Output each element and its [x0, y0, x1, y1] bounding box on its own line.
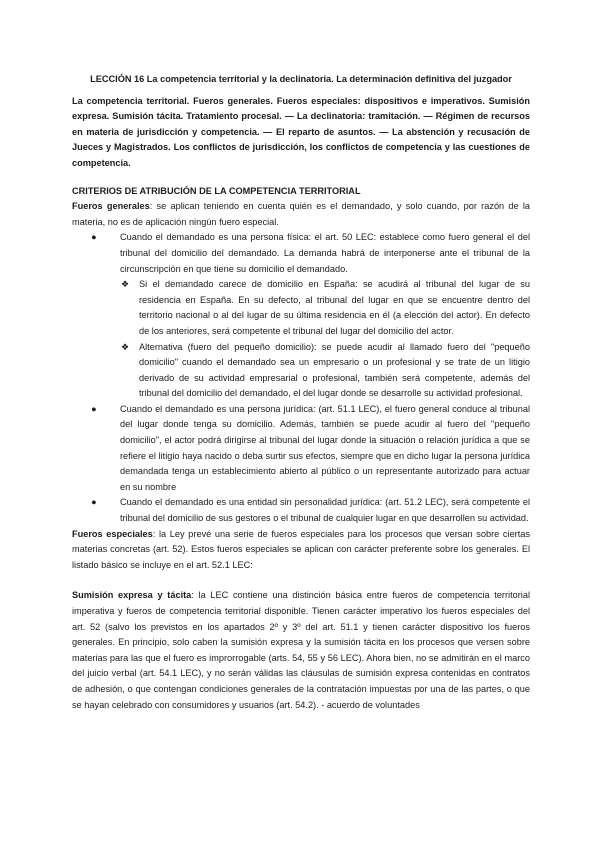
- sublist-item-text: Alternativa (fuero del pequeño domicilio): se puede acudir al llamado fuero del "pequeño domicilio" cuando el demandado sea un empresario o un profesional y se trate de un litigio derivado de su actividad empresarial o profesional, también será competente, además del tribunal del domicilio del demandado, el del lugar donde se desarrolle su actividad profesional.: [139, 341, 530, 399]
- list-item-text: Cuando el demandado es una entidad sin personalidad jurídica: (art. 51.2 LEC), será competente el tribunal del domicilio de sus gestores o el tribunal de cualquier lugar en que desarrollen su actividad.: [120, 497, 530, 524]
- fueros-generales-paragraph: [72, 199, 530, 230]
- sumision-label: Sumisión expresa y tácita: [72, 590, 192, 601]
- bullet-icon: ●: [91, 497, 97, 508]
- sublist-item-text: Si el demandado carece de domicilio en España: se acudirá al tribunal del lugar de su residencia en España. En su defecto, al tribunal del lugar en que se encuentre dentro del territorio nacional o al del lugar de su última residencia en él (a elección del actor). En defecto de los anteriores, será competente el tribunal del lugar del domicilio del actor.: [139, 279, 530, 336]
- sumision-text: : la LEC contiene una distinción básica entre fueros de competencia territorial imperativa y fueros de competencia territorial disponible. Tienen carácter imperativo los fueros especiales del art. 52 (salvo los previstos en los apartados 2º y 3º del art. 51.1 y tienen carácter dispositivo los fueros generales. En principio, solo caben la sumisión expresa y la sumisión tácita en los procesos que versen sobre materias para las que el fuero es improrrogable (arts. 54, 55 y 56 LEC). Ahora bien, no se admitirán en el marco del juicio verbal (art. 54.1 LEC), y no serán válidas las cláusulas de sumisión expresa contenidas en contratos de adhesión, o que contengan condiciones generales de la contratación impuestas por una de las partes, o que se hayan celebrado con consumidores y usuarios (art. 54.2). - acuerdo de voluntades: [72, 590, 530, 710]
- fueros-generales-text: : se aplican teniendo en cuenta quién es el demandado, y solo cuando, por razón de la materia, no es de aplicación ningún fuero especial.: [72, 201, 530, 227]
- list-item-persona-fisica: [91, 230, 530, 402]
- bullet-icon: ●: [91, 403, 97, 414]
- diamond-bullet-icon: ❖: [121, 279, 130, 290]
- sublist-item-pequeno-domicilio: [121, 340, 530, 402]
- list-item-text: Cuando el demandado es una persona jurídica: (art. 51.1 LEC), el fuero general conduce al tribunal del lugar donde tenga su domicilio. Además, también se puede acudir al fuero del "pequeño domicilio", el actor podrá dirigirse al tribunal del lugar donde la situación o relación jurídica a que se refiere el litigio haya nacido o deba surtir sus efectos, siempre que en dicho lugar la persona jurídica demandada tenga un establecimiento abierto al público o un representante autorizado para actuar en su nombre: [120, 403, 530, 492]
- list-item-entidad-sin-personalidad: [91, 495, 530, 526]
- bullet-icon: ●: [91, 232, 97, 243]
- list-item-text: Cuando el demandado es una persona física: el art. 50 LEC: establece como fuero general el del tribunal del domicilio del demandado. La demanda habrá de interponerse ante el tribunal de la circunscripción en que tiene su domicilio el demandado.: [120, 232, 530, 274]
- persona-fisica-sublist: [120, 277, 530, 402]
- fueros-generales-list: [72, 230, 530, 526]
- fueros-especiales-paragraph: [72, 527, 530, 574]
- fueros-especiales-label: Fueros especiales: [72, 528, 153, 539]
- diamond-bullet-icon: ❖: [121, 341, 130, 352]
- sublist-item-sin-domicilio: [121, 277, 530, 339]
- section-heading: CRITERIOS DE ATRIBUCIÓN DE LA COMPETENCIA TERRITORIAL: [72, 185, 361, 196]
- paragraph-spacer: [72, 573, 530, 588]
- lesson-title: LECCIÓN 16 La competencia territorial y la declinatoria. La determinación definitiva del juzgador: [90, 74, 512, 84]
- lesson-summary: La competencia territorial. Fueros generales. Fueros especiales: dispositivos e imperativos. Sumisión expresa. Sumisión tácita. Tratamiento procesal. — La declinatoria: tramitación. — Régimen de recursos en materia de jurisdicción y competencia. — El reparto de asuntos. — La abstención y recusación de Jueces y Magistrados. Los conflictos de jurisdicción, los conflictos de competencia y las cuestiones de competencia.: [72, 95, 530, 168]
- sumision-paragraph: [72, 588, 530, 713]
- fueros-generales-label: Fueros generales: [72, 201, 150, 212]
- fueros-especiales-text: : la Ley prevé una serie de fueros especiales para los procesos que versan sobre ciertas materias concretas (art. 52). Estos fueros especiales se aplican con carácter preferente sobre los generales. El listado básico se incluye en el art. 52.1 LEC:: [72, 528, 530, 570]
- list-item-persona-juridica: [91, 402, 530, 496]
